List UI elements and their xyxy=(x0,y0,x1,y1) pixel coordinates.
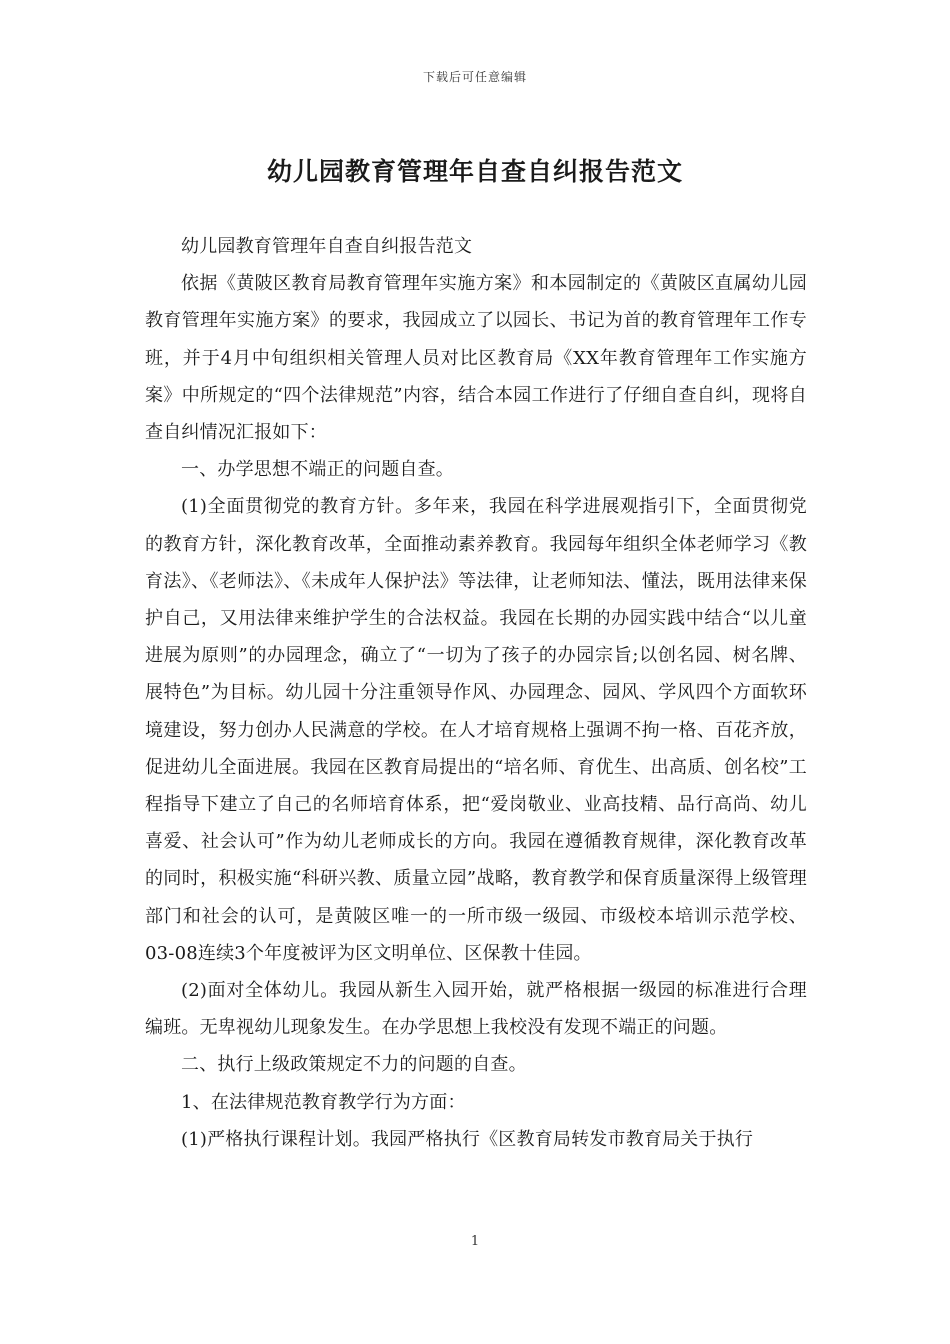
page-number: 1 xyxy=(470,1234,480,1249)
paragraph: 依据《黄陂区教育局教育管理年实施方案》和本园制定的《黄陂区直属幼儿园教育管理年实施方案》的要求，我园成立了以园长、书记为首的教育管理年工作专班，并于4月中旬组织相关管理人员对比区教育局《XX年教育管理年工作实施方案》中所规定的“四个法律规范”内容，结合本园工作进行了仔细自查自纠，现将自查自纠情况汇报如下： xyxy=(145,273,807,444)
section-heading: 二、执行上级政策规定不力的问题的自查。 xyxy=(181,1054,527,1076)
document-body xyxy=(145,228,807,1158)
document-title: 幼儿园教育管理年自查自纠报告范文 xyxy=(266,157,683,186)
paragraph: (1)严格执行课程计划。我园严格执行《区教育局转发市教育局关于执行 xyxy=(181,1128,754,1150)
section-heading: 一、办学思想不端正的问题自查。 xyxy=(181,459,454,481)
paragraph: 幼儿园教育管理年自查自纠报告范文 xyxy=(181,236,473,257)
subsection-heading: 1、在法律规范教育教学行为方面： xyxy=(181,1091,466,1113)
paragraph: (1)全面贯彻党的教育方针。多年来，我园在科学进展观指引下，全面贯彻党的教育方针，深化教育改革，全面推动素养教育。我园每年组织全体老师学习《教育法》、《老师法》、《未成年人保护法》等法律，让老师知法、懂法，既用法律来保护自己，又用法律来维护学生的合法权益。我园在长期的办园实践中结合“以儿童进展为原则”的办园理念，确立了“一切为了孩子的办园宗旨;以创名园、树名牌、展特色”为目标。幼儿园十分注重领导作风、办园理念、园风、学风四个方面软环境建设，努力创办人民满意的学校。在人才培育规格上强调不拘一格、百花齐放，促进幼儿全面进展。我园在区教育局提出的“培名师、育优生、出高质、创名校”工程指导下建立了自己的名师培育体系，把“爱岗敬业、业高技精、品行高尚、幼儿喜爱、社会认可”作为幼儿老师成长的方向。我园在遵循教育规律，深化教育改革的同时，积极实施“科研兴教、质量立园”战略，教育教学和保育质量深得上级管理部门和社会的认可，是黄陂区唯一的一所市级一级园、市级校本培训示范学校、03-08连续3个年度被评为区文明单位、区保教十佳园。 xyxy=(145,496,807,964)
paragraph: (2)面对全体幼儿。我园从新生入园开始，就严格根据一级园的标准进行合理编班。无卑视幼儿现象发生。在办学思想上我校没有发现不端正的问题。 xyxy=(145,980,807,1039)
page-header: 下载后可任意编辑 xyxy=(422,70,527,84)
